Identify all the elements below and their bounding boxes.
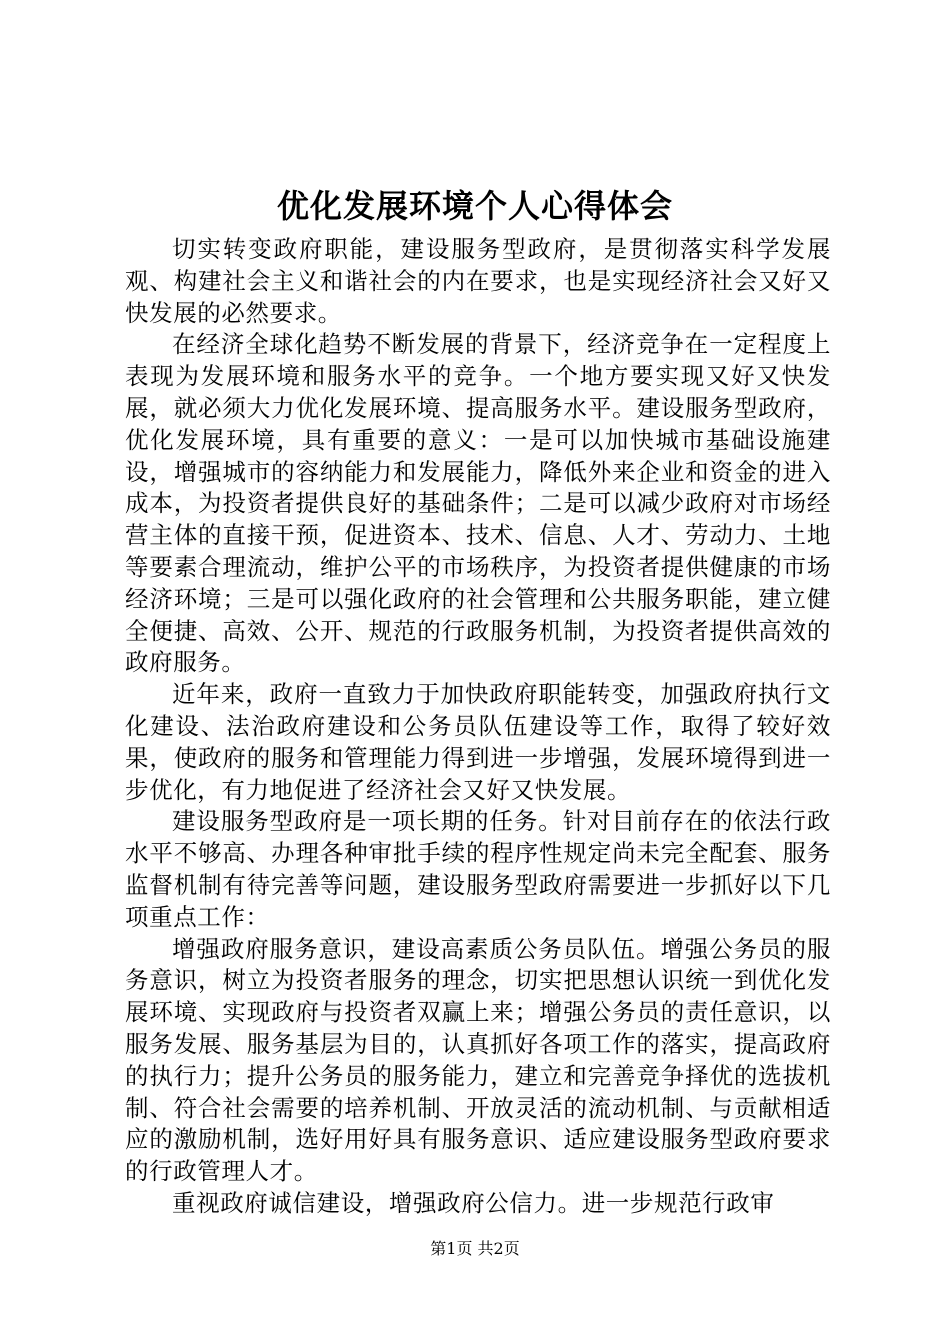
page-number-footer: 第1页 共2页 — [430, 1239, 520, 1258]
paragraph: 重视政府诚信建设，增强政府公信力。进一步规范行政审 — [172, 1188, 775, 1217]
document-body — [125, 234, 831, 1220]
document-title: 优化发展环境个人心得体会 — [276, 187, 673, 225]
paragraph: 建设服务型政府是一项长期的任务。针对目前存在的依法行政水平不够高、办理各种审批手续的程序性规定尚未完全配套、服务监督机制有待完善等问题，建设服务型政府需要进一步抓好以下几项重点工作： — [125, 807, 831, 931]
paragraph: 切实转变政府职能，建设服务型政府，是贯彻落实科学发展观、构建社会主义和谐社会的内在要求，也是实现经济社会又好又快发展的必然要求。 — [125, 235, 831, 327]
paragraph: 在经济全球化趋势不断发展的背景下，经济竞争在一定程度上表现为发展环境和服务水平的竞争。一个地方要实现又好又快发展，就必须大力优化发展环境、提高服务水平。建设服务型政府，优化发展环境，具有重要的意义：一是可以加快城市基础设施建设，增强城市的容纳能力和发展能力，降低外来企业和资金的进入成本，为投资者提供良好的基础条件；二是可以减少政府对市场经营主体的直接干预，促进资本、技术、信息、人才、劳动力、土地等要素合理流动，维护公平的市场秩序，为投资者提供健康的市场经济环境；三是可以强化政府的社会管理和公共服务职能，建立健全便捷、高效、公开、规范的行政服务机制，为投资者提供高效的政府服务。 — [125, 330, 831, 677]
paragraph: 近年来，政府一直致力于加快政府职能转变，加强政府执行文化建设、法治政府建设和公务员队伍建设等工作，取得了较好效果，使政府的服务和管理能力得到进一步增强，发展环境得到进一步优化，有力地促进了经济社会又好又快发展。 — [125, 680, 831, 804]
paragraph: 增强政府服务意识，建设高素质公务员队伍。增强公务员的服务意识，树立为投资者服务的理念，切实把思想认识统一到优化发展环境、实现政府与投资者双赢上来；增强公务员的责任意识，以服务发展、服务基层为目的，认真抓好各项工作的落实，提高政府的执行力；提升公务员的服务能力，建立和完善竞争择优的选拔机制、符合社会需要的培养机制、开放灵活的流动机制、与贡献相适应的激励机制，选好用好具有服务意识、适应建设服务型政府要求的行政管理人才。 — [125, 934, 831, 1186]
